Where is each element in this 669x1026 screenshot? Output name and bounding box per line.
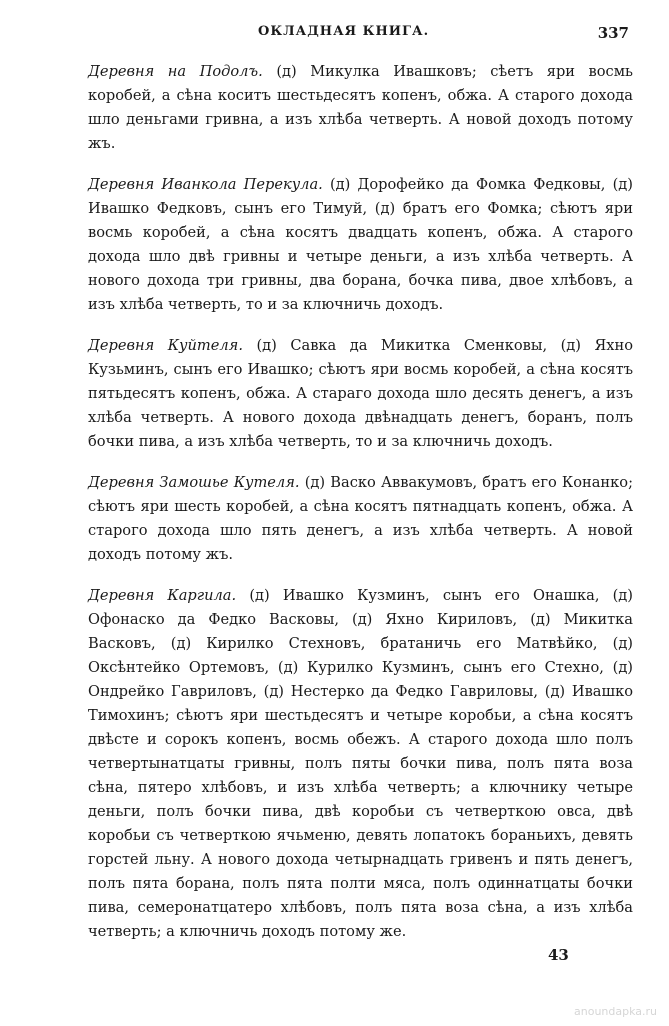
entry-text: (д) Ивашко Кузминъ, сынъ его Онашка, (д) Офонаско да Федко Васковы, (д) Яхно Кириловъ, (д) Микитка Васковъ, (д) Кирилко Стехновъ, братаничь его Матвѣйко, (д) Оксѣнтейко Ортемовъ, (д) Курилко Кузминъ, сынъ его Стехно, (д) Ондрейко Гавриловъ, (д) Нестерко да Федко Гавриловы, (д) Ивашко Тимохинъ; сѣютъ яри шестьдесятъ и четыре коробьи, а сѣна косятъ двѣсте и сорокъ копенъ, восмь обежъ. А старого дохода шло полъ четвертынатцаты гривны, полъ пяты бочки пива, полъ пята воза сѣна, пятеро хлѣбовъ, и изъ хлѣба четверть; а ключнику четыре деньги, полъ бочки пива, двѣ коробьи съ четверткою овса, двѣ коробьи съ четверткою ячьменю, девять лопатокъ бораньихъ, девять горстей льну. А нового дохода четырнадцать гривенъ и пять денегъ, полъ пята борана, полъ пята полти мяса, полъ одиннатцаты бочки пива, семеронатцатеро хлѣбовъ, полъ пята воза сѣна, а изъ хлѣба четверть; а ключничь доходъ потому же. — [88, 587, 633, 940]
entry-kuitelya — [88, 334, 633, 454]
running-title: ОКЛАДНАЯ КНИГА. — [258, 24, 430, 39]
entry-text: (д) Васко Аввакумовъ, братъ его Конанко; сѣютъ яри шесть коробей, а сѣна косятъ пятнадцать копенъ, обжа. А старого дохода шло пять денегъ, а изъ хлѣба четверть. А новой доходъ потому жъ. — [88, 474, 633, 563]
village-name: Деревня Замошье Кутеля. — [88, 474, 300, 491]
watermark: anoundapka.ru — [574, 1005, 657, 1018]
entry-text: (д) Дорофейко да Фомка Федковы, (д) Ивашко Федковъ, сынъ его Тимуй, (д) братъ его Фомка; сѣютъ яри восмь коробей, а сѣна косятъ двадцать копенъ, обжа. А старого дохода шло двѣ гривны и четыре деньги, а изъ хлѣба четверть. А нового дохода три гривны, два борана, бочка пива, двое хлѣбовъ, а изъ хлѣба четверть, то и за ключничь доходъ. — [88, 176, 633, 313]
village-name: Деревня на Подолъ. — [88, 63, 263, 80]
village-name: Деревня Иванкола Перекула. — [88, 176, 323, 193]
page-number: 337 — [597, 24, 629, 42]
entry-kargila — [88, 584, 633, 944]
entry-zamoshye-kutelya — [88, 471, 633, 567]
village-name: Деревня Куйтеля. — [88, 337, 243, 354]
signature-mark: 43 — [548, 946, 569, 964]
entry-text: (д) Микулка Ивашковъ; сѣетъ яри восмь коробей, а сѣна коситъ шестьдесятъ копенъ, обжа. А старого дохода шло деньгами гривна, а изъ хлѣба четверть. А новой доходъ потому жъ. — [88, 63, 634, 152]
running-head — [0, 24, 669, 48]
entry-ivankola-perekula — [88, 173, 633, 317]
body-text — [88, 60, 633, 961]
entry-text: (д) Савка да Микитка Сменковы, (д) Яхно Кузьминъ, сынъ его Ивашко; сѣютъ яри восмь коробей, а сѣна косятъ пятьдесятъ копенъ, обжа. А стараго дохода шло десять денегъ, а изъ хлѣба четверть. А нового дохода двѣнадцать денегъ, боранъ, полъ бочки пива, а изъ хлѣба четверть, то и за ключничь доходъ. — [88, 337, 633, 450]
village-name: Деревня Каргила. — [88, 587, 237, 604]
entry-podol — [88, 60, 633, 156]
